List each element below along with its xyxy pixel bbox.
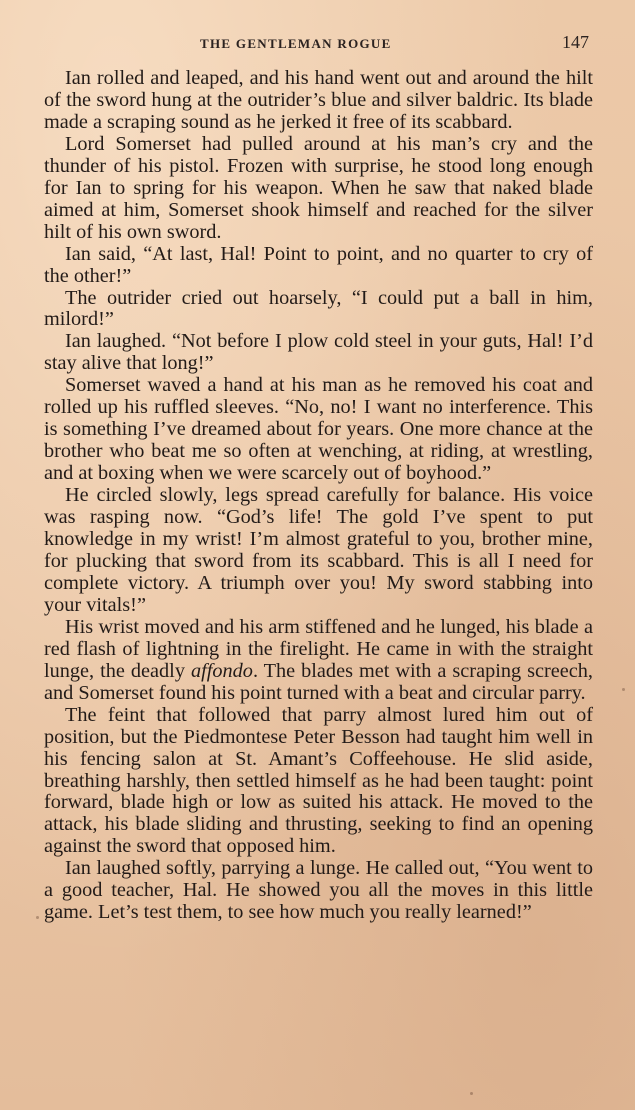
paragraph: The outrider cried out hoarsely, “I could put a ball in him, milord!” [44, 286, 593, 331]
paper-speck [470, 1092, 473, 1095]
paragraph: He circled slowly, legs spread carefully for balance. His voice was rasping now. “God’s life! The gold I’ve spent to put knowledge in my wrist! I’m almost grateful to you, brother mine, for plucking that sword from its scabbard. This is all I need for complete victory. A triumph over you! My sword stabbing into your vitals!” [44, 484, 593, 616]
paper-speck [622, 688, 625, 691]
paragraph: Ian laughed. “Not before I plow cold steel in your guts, Hal! I’d stay alive that long!” [44, 330, 593, 375]
paragraph: The feint that followed that parry almost lured him out of position, but the Piedmontese Peter Besson had taught him well in his fencing salon at St. Amant’s Coffeehouse. He slid aside, breathing harshly, then settled himself as he had been taught: point forward, blade high or low as suited his attack. He moved to the attack, his blade sliding and thrusting, seeking to find an opening against the sword that opposed him. [44, 703, 593, 858]
paragraph: Ian said, “At last, Hal! Point to point, and no quarter to cry of the other!” [44, 242, 593, 287]
paper-speck [36, 916, 39, 919]
body-text [44, 68, 593, 924]
paragraph: Somerset waved a hand at his man as he removed his coat and rolled up his ruffled sleeves. “No, no! I want no interference. This is something I’ve dreamed about for years. One more chance at the brother who beat me so often at wenching, at riding, at wrestling, and at boxing when we were scarcely out of boyhood.” [44, 374, 593, 485]
paragraph: Ian laughed softly, parrying a lunge. He called out, “You went to a good teacher, Hal. He showed you all the moves in this little game. Let’s test them, to see how much you really learned!” [44, 857, 593, 924]
paragraph: Lord Somerset had pulled around at his man’s cry and the thunder of his pistol. Frozen with surprise, he stood long enough for Ian to spring for his weapon. When he saw that naked blade aimed at him, Somerset shook himself and reached for the silver hilt of his own sword. [44, 132, 593, 243]
paragraph: Ian rolled and leaped, and his hand went out and around the hilt of the sword hung at the outrider’s blue and silver baldric. Its blade made a scraping sound as he jerked it free of its scabbard. [44, 67, 593, 133]
running-head: THE GENTLEMAN ROGUE [200, 36, 392, 51]
page-number: 147 [562, 32, 589, 52]
paragraph: His wrist moved and his arm stiffened and he lunged, his blade a red flash of lightning in the firelight. He came in with the straight lunge, the deadly affondo. The blades met with a scraping screech, and Somerset found his point turned with a beat and circular parry. [44, 615, 593, 704]
